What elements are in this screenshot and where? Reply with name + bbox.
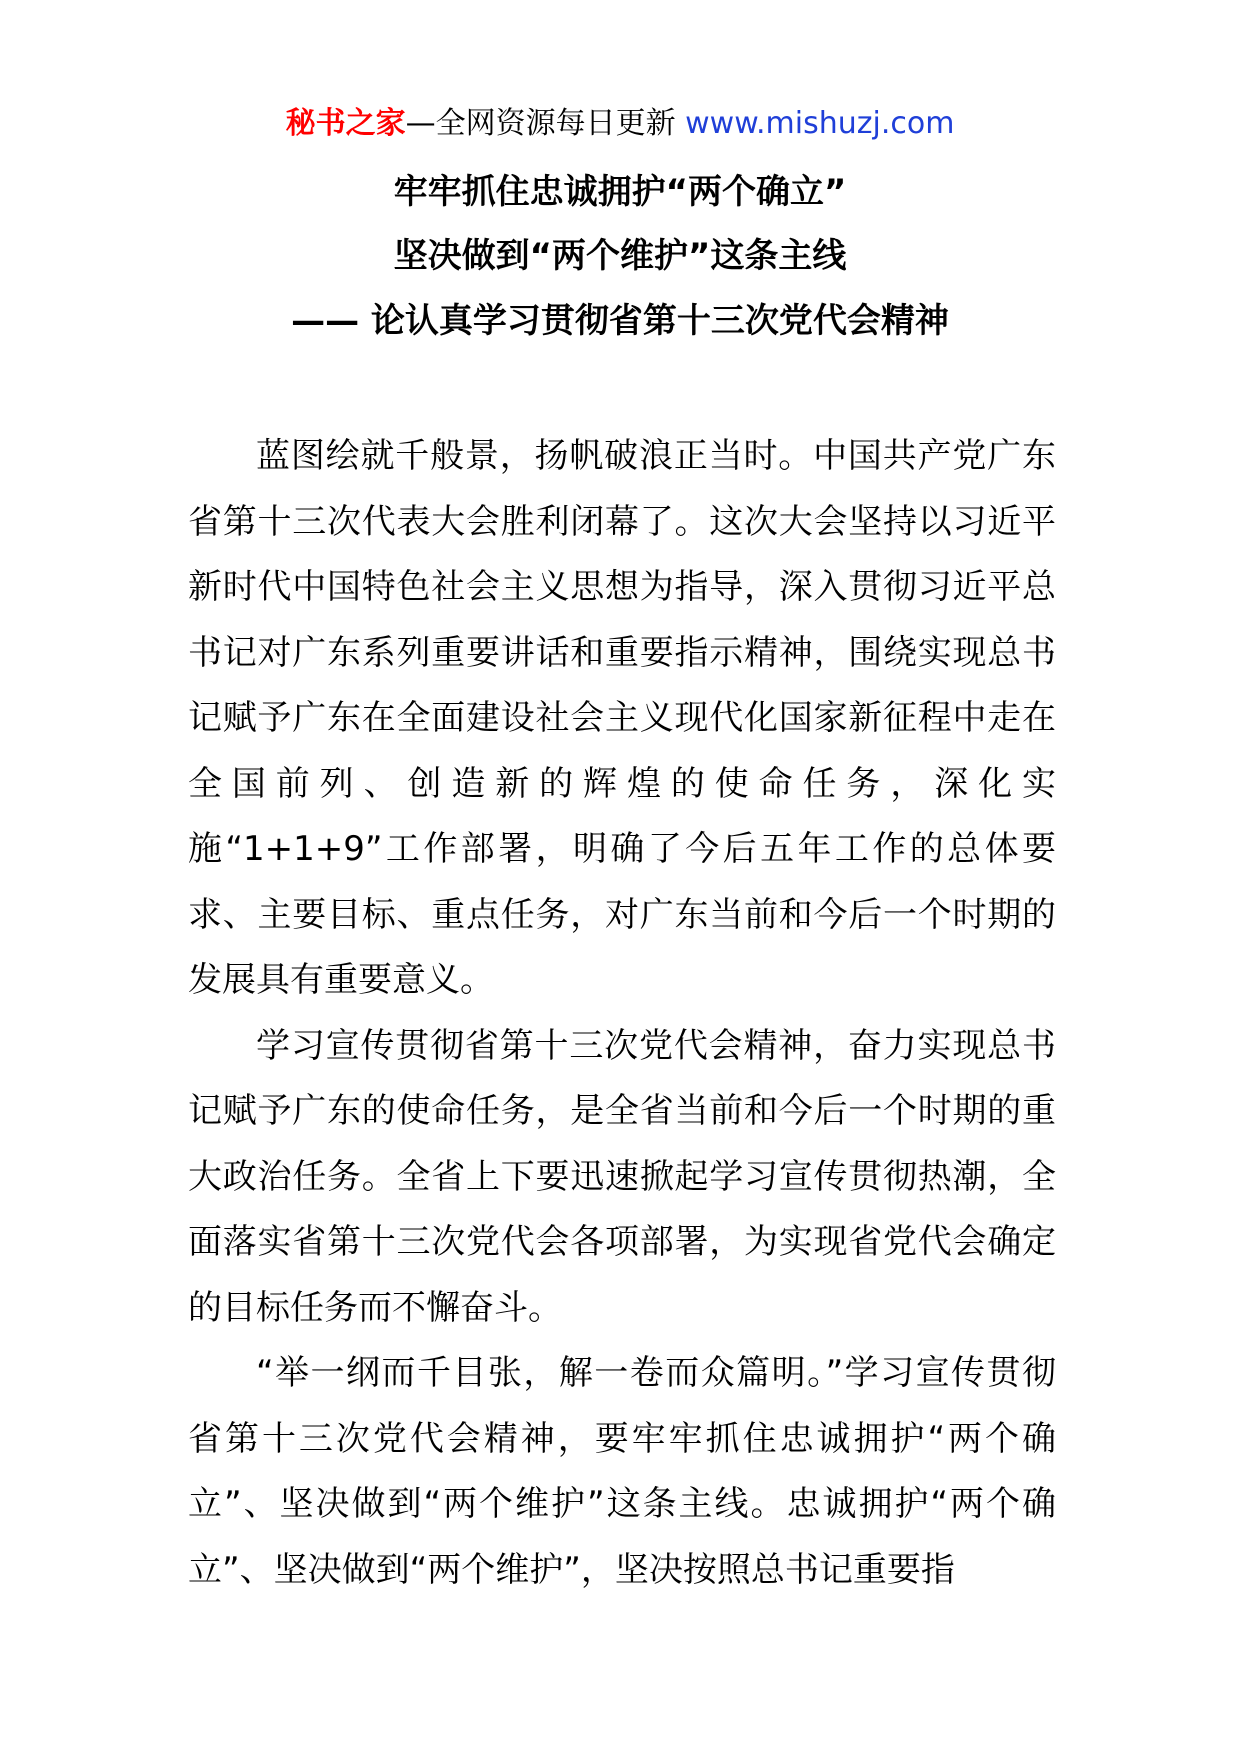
document-body	[188, 424, 1056, 1603]
site-header	[0, 100, 1240, 148]
site-url-link[interactable]: www.mishuzj.com	[685, 106, 955, 141]
document-subtitle: —— 论认真学习贯彻省第十三次党代会精神	[291, 301, 949, 341]
body-paragraph-2: 学习宣传贯彻省第十三次党代会精神，奋力实现总书记赋予广东的使命任务，是全省当前和今后一个时期的重大政治任务。全省上下要迅速掀起学习宣传贯彻热潮，全面落实省第十三次党代会各项部署，为实现省党代会确定的目标任务而不懈奋斗。	[188, 1025, 1056, 1328]
site-brand: 秘书之家	[285, 106, 406, 141]
site-tagline: —全网资源每日更新	[405, 106, 676, 141]
document-title-line-2: 坚决做到“两个维护”这条主线	[393, 236, 847, 276]
body-paragraph-3: “举一纲而千目张，解一卷而众篇明。”学习宣传贯彻省第十三次党代会精神，要牢牢抓住忠诚拥护“两个确立”、坚决做到“两个维护”这条主线。忠诚拥护“两个确立”、坚决做到“两个维护”，坚决按照总书记重要指	[188, 1353, 1056, 1590]
body-paragraph-1: 蓝图绘就千般景，扬帆破浪正当时。中国共产党广东省第十三次代表大会胜利闭幕了。这次大会坚持以习近平新时代中国特色社会主义思想为指导，深入贯彻习近平总书记对广东系列重要讲话和重要指示精神，围绕实现总书记赋予广东在全面建设社会主义现代化国家新征程中走在全国前列、创造新的辉煌的使命任务，深化实施“1+1+9”工作部署，明确了今后五年工作的总体要求、主要目标、重点任务，对广东当前和今后一个时期的发展具有重要意义。	[188, 436, 1056, 1000]
document-title-line-1: 牢牢抓住忠诚拥护“两个确立”	[393, 172, 847, 212]
